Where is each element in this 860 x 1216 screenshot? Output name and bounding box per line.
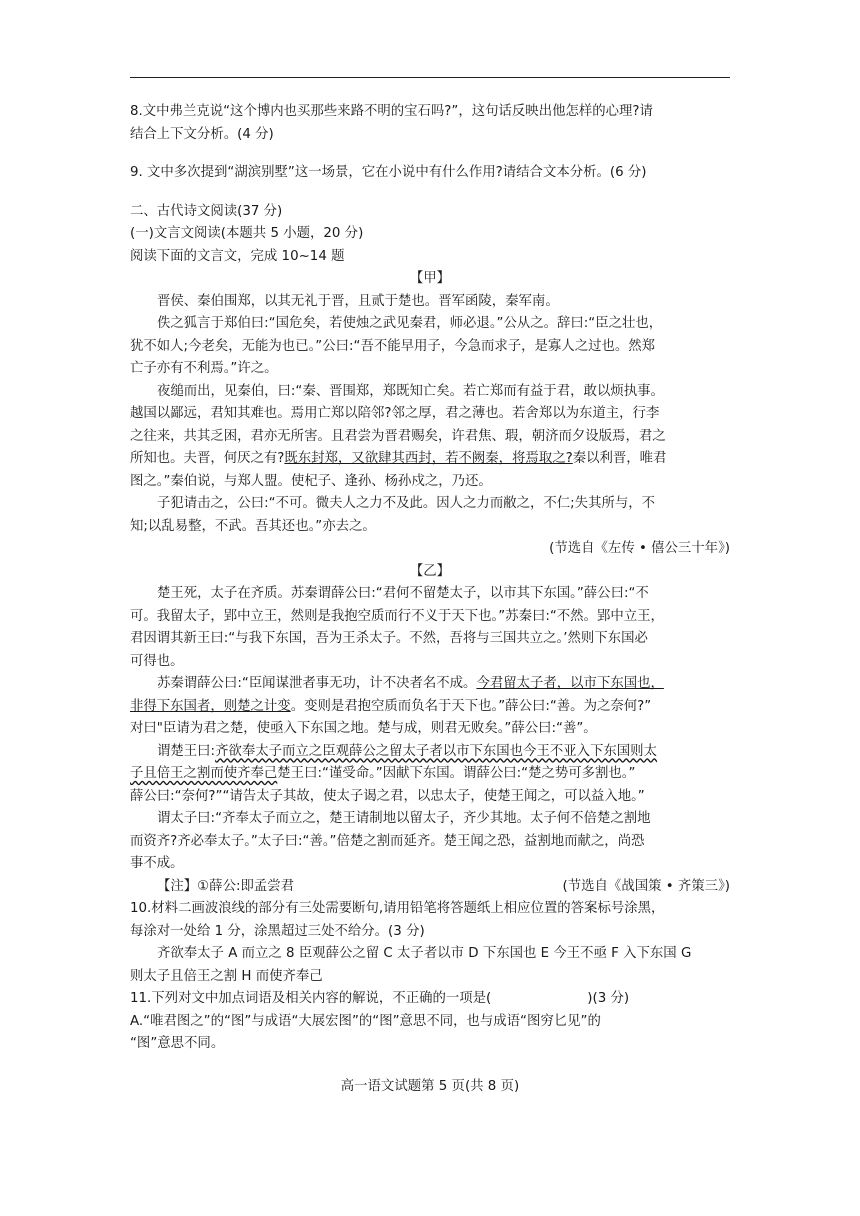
question-10-options-line-1: 齐欲奉太子 A 而立之 8 臣观薛公之留 C 太子者以市 D 下东国也 E 今王不亟 F 入下东国 G xyxy=(157,946,692,961)
passage-b-para-3-line-2 xyxy=(130,763,730,786)
text-run: )(3 分) xyxy=(587,991,630,1006)
underlined-sentence: 既东封郑，又欲肆其西封，若不阙秦，将焉取之? xyxy=(284,451,573,466)
passage-b-para-3-line-1 xyxy=(130,741,730,764)
passage-a-label: 【甲】 xyxy=(409,271,451,286)
wavy-underlined-text: 子且倍王之割而使齐奉己 xyxy=(130,766,278,781)
passage-b-para-2-line-1 xyxy=(130,673,730,696)
passage-b-source: (节选自《战国策 • 齐策三》) xyxy=(562,878,730,894)
page-footer: 高一语文试题第 5 页(共 8 页) xyxy=(340,1079,520,1094)
passage-b-para-1-line-4: 可得也。 xyxy=(130,653,184,669)
passage-b-para-2-line-3: 对曰"臣请为君之楚，使亟入下东国之地。楚与成，则君无败矣。”薛公曰:“善”。 xyxy=(130,721,597,736)
question-11-option-a-line-1: A.“唯君图之”的“图”与成语“大展宏图”的“图”意思不同，也与成语“图穷匕见”的 xyxy=(130,1013,601,1029)
question-11-option-a-line-2: “图”意思不同。 xyxy=(130,1036,225,1051)
passage-b-para-1-line-3: 君因谓其新王曰:“与我下东国，吾为王杀太子。不然，吾将与三国共立之。’然则下东国必 xyxy=(130,631,648,646)
passage-b-para-4-line-3: 事不成。 xyxy=(130,856,184,871)
passage-b-para-4-line-2: 而资齐?齐必奉太子。”太子曰:“善。”倍楚之割而延齐。楚王闻之恐，益割地而献之，尚恐 xyxy=(130,833,645,849)
text-run: 。变则是君抱空质而负名于天下也。”薛公曰:“善。为之奈何?” xyxy=(290,698,652,714)
section-instruction: 阅读下面的文言文，完成 10~14 题 xyxy=(130,248,345,264)
exam-page xyxy=(130,101,730,1056)
passage-a-para-1: 晋侯、秦伯围郑，以其无礼于晋，且贰于楚也。晋军函陵，秦军南。 xyxy=(157,293,559,309)
text-run: 所知也。夫晋，何厌之有? xyxy=(130,451,285,466)
question-8-line-1: 8.文中弗兰克说“这个博内也买那些来路不明的宝石吗?”，这句话反映出他怎样的心理?请 xyxy=(130,104,653,119)
passage-a-para-4-line-1: 子犯请击之，公曰:“不可。微夫人之力不及此。因人之力而敝之，不仁;失其所与，不 xyxy=(157,496,656,511)
text-run: 秦以利晋，唯君 xyxy=(572,451,667,466)
passage-b-para-1-line-1: 楚王死，太子在齐质。苏秦谓薛公曰:“君何不留楚太子，以市其下东国。”薛公曰:“不 xyxy=(157,586,649,601)
passage-a-para-3-line-3: 之往来，共其乏困，君亦无所害。且君尝为晋君赐矣，许君焦、瑕，朝济而夕设版焉，君之 xyxy=(130,428,666,444)
passage-a-para-2-line-2: 犹不如人;今老矣，无能为也已。”公曰:“吾不能早用子，今急而求子，是寡人之过也。然郑 xyxy=(130,338,656,354)
text-run: 11.下列对文中加点词语及相关内容的解说，不正确的一项是( xyxy=(130,991,492,1006)
passage-b-note: 【注】①薛公:即孟尝君 xyxy=(157,878,295,894)
section-subheading: (一)文言文阅读(本题共 5 小题，20 分) xyxy=(130,226,364,241)
passage-b-label: 【乙】 xyxy=(409,563,451,579)
underlined-sentence: 今君留太子者，以市下东国也， xyxy=(476,676,664,691)
passage-b-note-row xyxy=(130,876,730,899)
underlined-sentence: 非得下东国者，则楚之计变 xyxy=(130,698,291,714)
passage-a-para-4-line-2: 知;以乱易整，不武。吾其还也。”亦去之。 xyxy=(130,518,376,534)
question-10-line-1: 10.材料二画波浪线的部分有三处需要断句,请用铅笔将答题纸上相应位置的答案标号涂黑， xyxy=(130,901,665,916)
passage-a-para-3-line-4 xyxy=(130,448,730,471)
question-11-stem xyxy=(130,988,730,1011)
section-heading: 二、古代诗文阅读(37 分) xyxy=(130,203,283,219)
text-run: 谓楚王曰: xyxy=(157,743,216,759)
passage-a-para-3-line-1: 夜缒而出，见秦伯，曰:“秦、晋围郑，郑既知亡矣。若亡郑而有益于君，敢以烦执事。 xyxy=(157,383,664,399)
passage-a-para-3-line-5: 图之。”秦伯说，与郑人盟。使杞子、逢孙、杨孙戍之，乃还。 xyxy=(130,473,492,489)
passage-a-para-2-line-3: 亡子亦有不利焉。”许之。 xyxy=(130,361,278,376)
passage-b-para-2-line-2 xyxy=(130,696,730,719)
passage-b-para-1-line-2: 可。我留太子，郢中立王，然则是我抱空质而行不义于天下也。”苏秦曰:“不然。郢中立王， xyxy=(130,608,664,624)
passage-a-para-2-line-1: 佚之狐言于郑伯曰:“国危矣，若使烛之武见秦君，师必退。”公从之。辞曰:“臣之壮也， xyxy=(157,316,663,331)
passage-a-source: (节选自《左传 • 僖公三十年》) xyxy=(549,541,730,556)
passage-b-para-4-line-1: 谓太子曰:“齐奉太子而立之，楚王请制地以留太子，齐少其地。太子何不倍楚之割地 xyxy=(157,811,651,826)
text-run: 楚王曰:“谨受命。”因献下东国。谓薛公曰:“楚之势可多割也。” xyxy=(277,766,636,781)
header-rule xyxy=(130,77,730,78)
passage-a-para-3-line-2: 越国以鄙远，君知其难也。焉用亡郑以陪邻?邻之厚，君之薄也。若舍郑以为东道主，行李 xyxy=(130,406,660,421)
passage-b-para-3-line-3: 薛公曰:“奈何?”“请告太子其故，使太子谒之君，以忠太子，使楚王闻之，可以益入地。” xyxy=(130,788,645,804)
wavy-underlined-text: 齐欲奉太子而立之臣观薛公之留太子者以市下东国也今王不亚入下东国则太 xyxy=(215,743,657,759)
question-10-line-2: 每涂对一处给 1 分，涂黑超过三处不给分。(3 分) xyxy=(130,923,425,939)
question-10-options-line-2: 则太子且倍王之割 H 而使齐奉己 xyxy=(130,968,323,984)
question-8-line-2: 结合上下文分析。(4 分) xyxy=(130,126,274,142)
text-run: 苏秦谓薛公曰:“臣闻谋泄者事无功，计不决者名不成。 xyxy=(157,676,477,691)
question-9: 9. 文中多次提到“湖滨别墅”这一场景，它在小说中有什么作用?请结合文本分析。(6 分) xyxy=(130,165,647,180)
